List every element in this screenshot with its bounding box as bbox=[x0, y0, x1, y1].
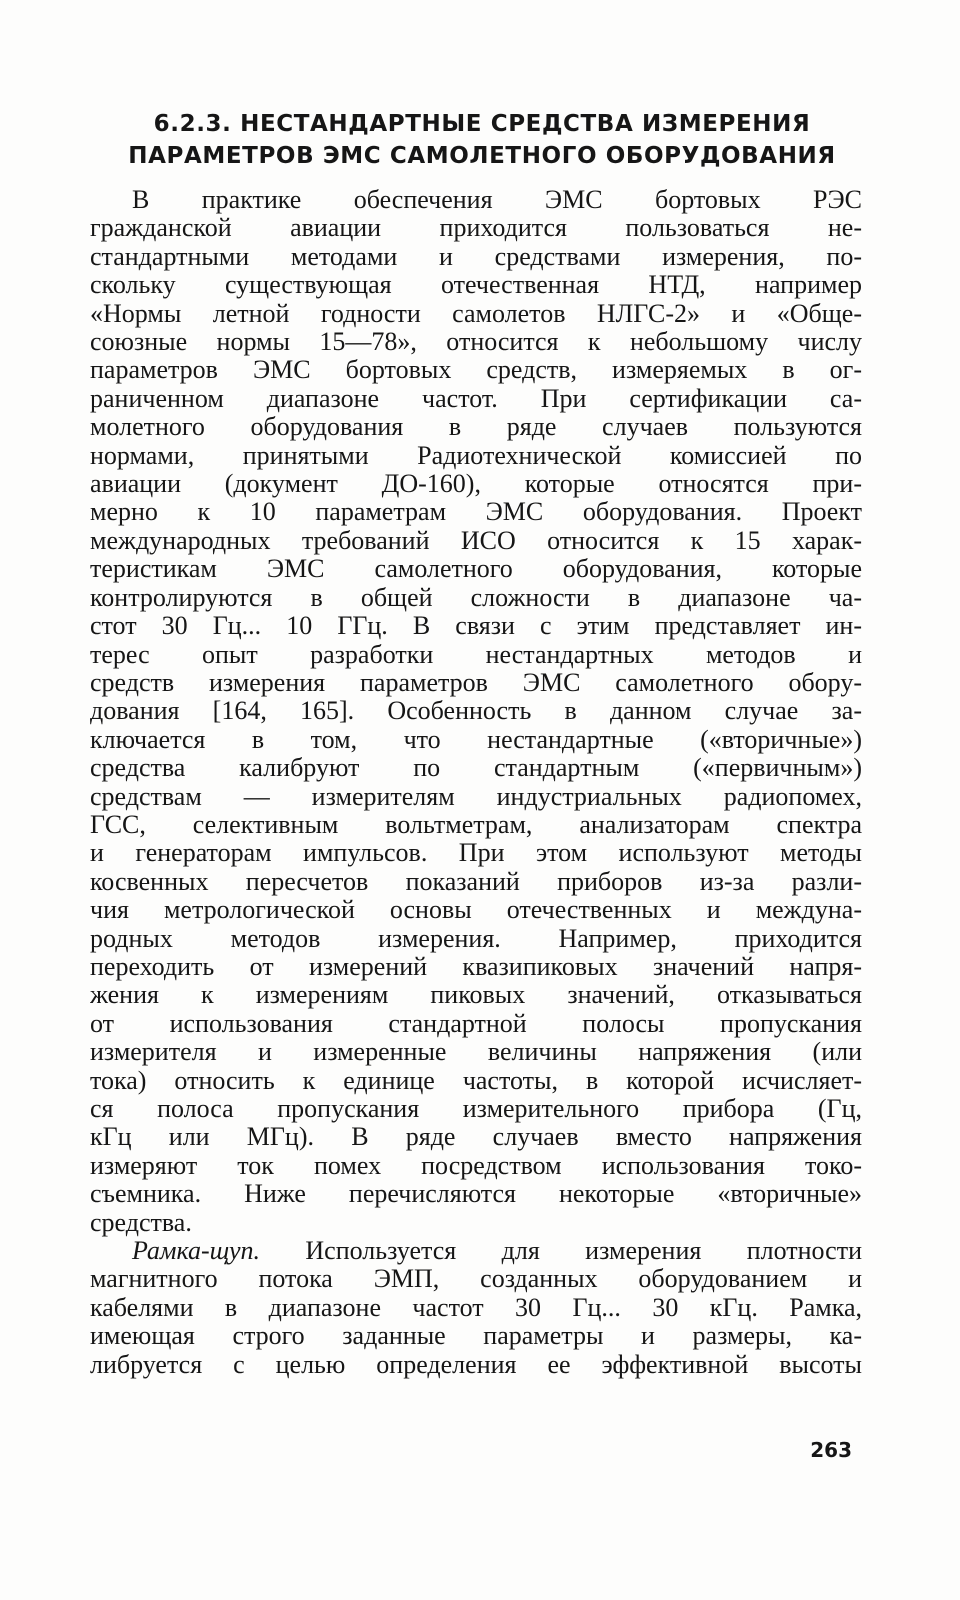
text-line: средствам — измерителям индустриальных радиопомех, bbox=[90, 782, 862, 811]
text-line: жения к измерениям пиковых значений, отказываться bbox=[90, 981, 862, 1010]
text-line: съемника. Ниже перечисляются некоторые «вторичные» bbox=[90, 1180, 862, 1209]
section-heading bbox=[90, 108, 874, 172]
text-line: международных требований ИСО относится к 15 харак- bbox=[90, 526, 862, 555]
section-heading-line: ПАРАМЕТРОВ ЭМС САМОЛЕТНОГО ОБОРУДОВАНИЯ bbox=[128, 143, 836, 169]
text-line: ГСС, селективным вольтметрам, анализаторам спектра bbox=[90, 810, 862, 839]
page-number: 263 bbox=[810, 1438, 852, 1462]
text-line: молетного оборудования в ряде случаев пользуются bbox=[90, 413, 862, 442]
text-line: нормами, принятыми Радиотехнической комиссией по bbox=[90, 441, 862, 470]
text-line: либруется с целью определения ее эффективной высоты bbox=[90, 1350, 862, 1379]
text-line: имеющая строго заданные параметры и размеры, ка- bbox=[90, 1322, 862, 1351]
text-line: ключается в том, что нестандартные («вторичные») bbox=[90, 725, 862, 754]
text-line: тока) относить к единице частоты, в которой исчисляет- bbox=[90, 1066, 862, 1095]
text-line: родных методов измерения. Например, приходится bbox=[90, 924, 862, 953]
text-line: союзные нормы 15—78», относится к небольшому числу bbox=[90, 328, 862, 357]
text-line: кабелями в диапазоне частот 30 Гц... 30 кГц. Рамка, bbox=[90, 1293, 862, 1322]
text-line: переходить от измерений квазипиковых значений напря- bbox=[90, 952, 862, 981]
text-line: терес опыт разработки нестандартных методов и bbox=[90, 640, 862, 669]
text-line bbox=[90, 1237, 862, 1265]
text-line: стот 30 Гц... 10 ГГц. В связи с этим представляет ин- bbox=[90, 612, 862, 641]
text-line: ся полоса пропускания измерительного прибора (Гц, bbox=[90, 1095, 862, 1123]
text-line: авиации (документ ДО-160), которые относятся при- bbox=[90, 470, 862, 499]
text-line: средств измерения параметров ЭМС самолетного обору- bbox=[90, 668, 862, 697]
text-line: мерно к 10 параметрам ЭМС оборудования. Проект bbox=[90, 498, 862, 527]
text-line: измерителя и измеренные величины напряжения (или bbox=[90, 1038, 862, 1067]
text-fragment: Используется для измерения плотности bbox=[305, 1237, 862, 1266]
section-heading-line: 6.2.3. НЕСТАНДАРТНЫЕ СРЕДСТВА ИЗМЕРЕНИЯ bbox=[153, 111, 811, 137]
runin-term: Рамка-щуп. bbox=[132, 1237, 260, 1266]
body-text bbox=[90, 186, 862, 1379]
text-line: скольку существующая отечественная НТД, например bbox=[90, 271, 862, 300]
text-line: средства. bbox=[90, 1208, 192, 1237]
text-line: параметров ЭМС бортовых средств, измеряемых в ог- bbox=[90, 356, 862, 385]
text-line: средства калибруют по стандартным («первичным») bbox=[90, 754, 862, 783]
text-line: чия метрологической основы отечественных и междуна- bbox=[90, 896, 862, 925]
text-line: магнитного потока ЭМП, созданных оборудованием и bbox=[90, 1265, 862, 1294]
text-line: и генераторам импульсов. При этом используют методы bbox=[90, 839, 862, 868]
text-line: кГц или МГц). В ряде случаев вместо напряжения bbox=[90, 1123, 862, 1152]
text-line: теристикам ЭМС самолетного оборудования, которые bbox=[90, 555, 862, 584]
text-line: стандартными методами и средствами измерения, по- bbox=[90, 242, 862, 271]
text-line: «Нормы летной годности самолетов НЛГС-2» и «Обще- bbox=[90, 299, 862, 328]
text-line: измеряют ток помех посредством использования токо- bbox=[90, 1151, 862, 1180]
text-line: дования [164, 165]. Особенность в данном случае за- bbox=[90, 697, 862, 726]
text-line: от использования стандартной полосы пропускания bbox=[90, 1009, 862, 1038]
text-line: гражданской авиации приходится пользоваться не- bbox=[90, 214, 862, 243]
text-line: раниченном диапазоне частот. При сертификации са- bbox=[90, 384, 862, 413]
text-line: косвенных пересчетов показаний приборов из-за разли- bbox=[90, 867, 862, 896]
text-line: В практике обеспечения ЭМС бортовых РЭС bbox=[132, 186, 862, 214]
text-line: контролируются в общей сложности в диапазоне ча- bbox=[90, 583, 862, 612]
